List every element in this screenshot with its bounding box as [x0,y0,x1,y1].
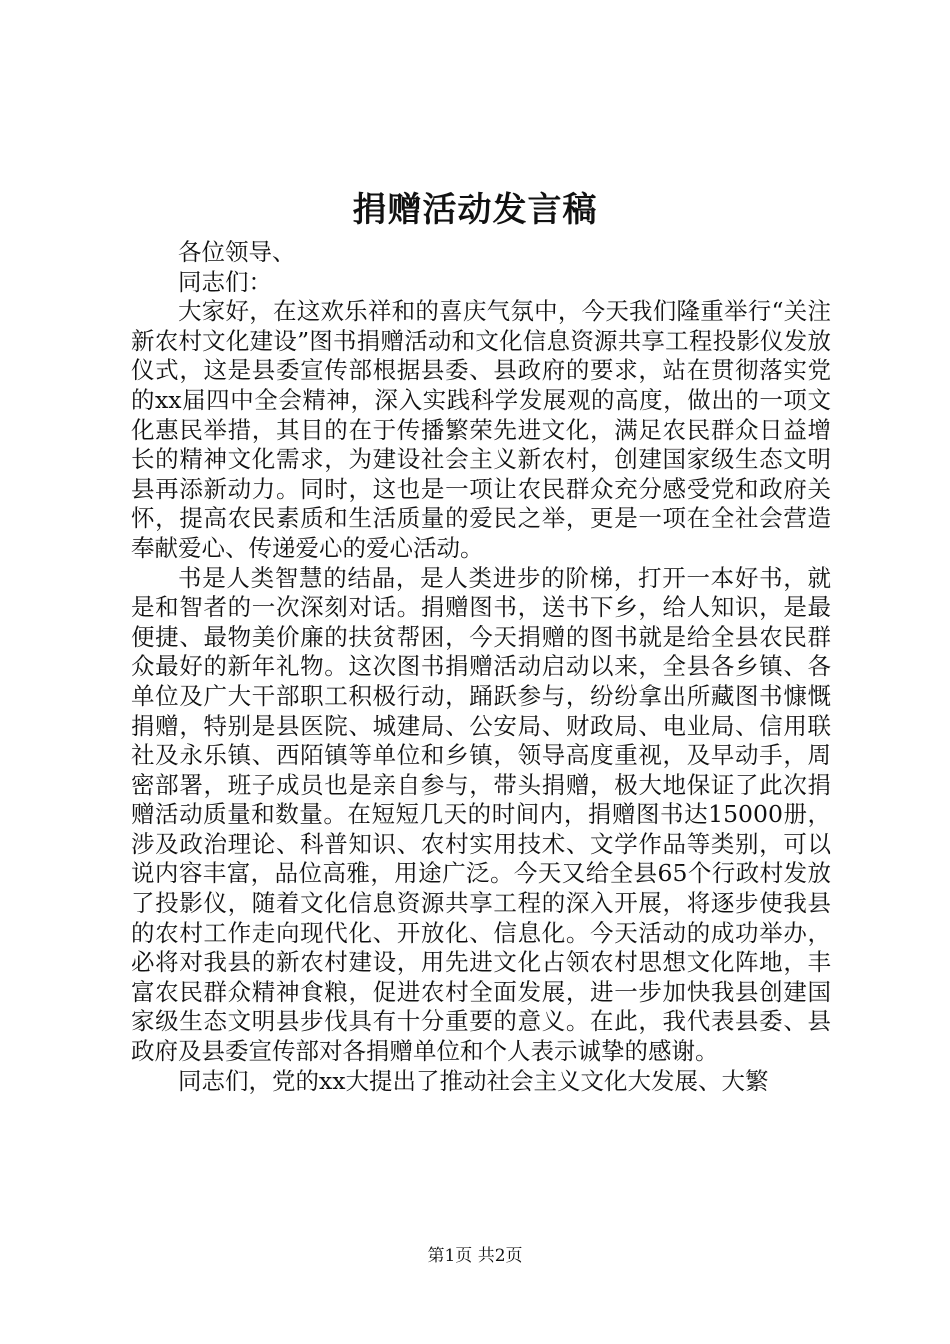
document-title: 捐赠活动发言稿 [352,190,598,230]
paragraph-3: 同志们，党的xx大提出了推动社会主义文化大发展、大繁 [178,1066,769,1095]
document-body [131,238,831,1096]
paragraph-2: 书是人类智慧的结晶，是人类进步的阶梯，打开一本好书，就是和智者的一次深刻对话。捐赠图书，送书下乡，给人知识，是最便捷、最物美价廉的扶贫帮困，今天捐赠的图书就是给全县农民群众最好的新年礼物。这次图书捐赠活动启动以来，全县各乡镇、各单位及广大干部职工积极行动，踊跃参与，纷纷拿出所藏图书慷慨捐赠，特别是县医院、城建局、公安局、财政局、电业局、信用联社及永乐镇、西陌镇等单位和乡镇，领导高度重视，及早动手，周密部署，班子成员也是亲自参与，带头捐赠，极大地保证了此次捐赠活动质量和数量。在短短几天的时间内，捐赠图书达15000册，涉及政治理论、科普知识、农村实用技术、文学作品等类别，可以说内容丰富，品位高雅，用途广泛。今天又给全县65个行政村发放了投影仪，随着文化信息资源共享工程的深入开展，将逐步使我县的农村工作走向现代化、开放化、信息化。今天活动的成功举办，必将对我县的新农村建设，用先进文化占领农村思想文化阵地，丰富农民群众精神食粮，促进农村全面发展，进一步加快我县创建国家级生态文明县步伐具有十分重要的意义。在此，我代表县委、县政府及县委宣传部对各捐赠单位和个人表示诚挚的感谢。 [131,563,831,1066]
salutation-leaders: 各位领导、 [178,238,296,266]
salutation-comrades: 同志们： [178,267,272,296]
paragraph-1: 大家好，在这欢乐祥和的喜庆气氛中，今天我们隆重举行“关注新农村文化建设”图书捐赠活动和文化信息资源共享工程投影仪发放仪式，这是县委宣传部根据县委、县政府的要求，站在贯彻落实党的xx届四中全会精神，深入实践科学发展观的高度，做出的一项文化惠民举措，其目的在于传播繁荣先进文化，满足农民群众日益增长的精神文化需求，为建设社会主义新农村，创建国家级生态文明县再添新动力。同时，这也是一项让农民群众充分感受党和政府关怀，提高农民素质和生活质量的爱民之举，更是一项在全社会营造奉献爱心、传递爱心的爱心活动。 [131,297,831,562]
page-footer: 第1页 共2页 [427,1246,523,1266]
